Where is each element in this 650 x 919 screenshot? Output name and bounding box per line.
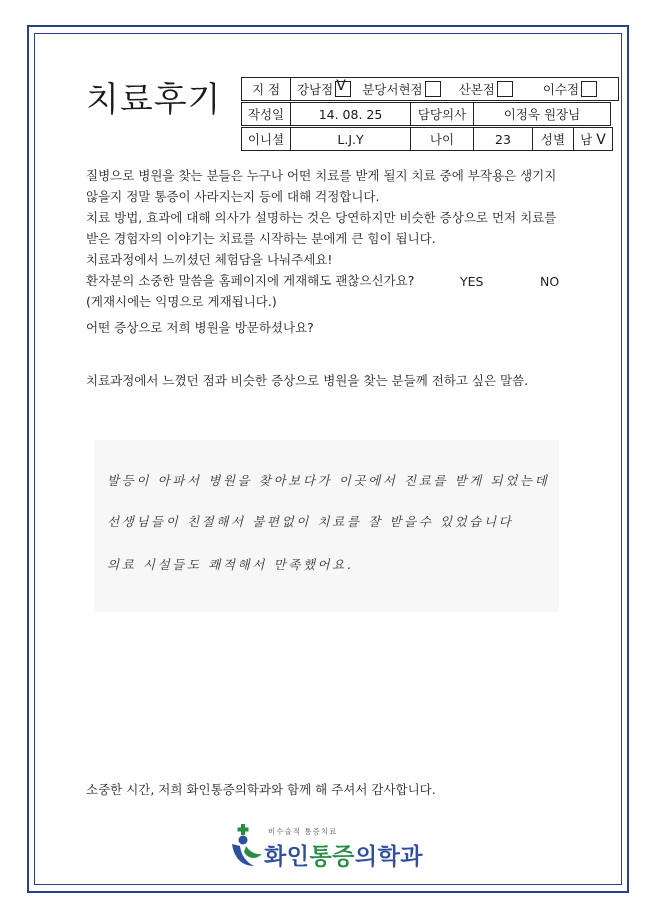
gender-field[interactable] <box>574 128 613 151</box>
handwritten-line: 의료 시설들도 쾌적해서 만족했어요. <box>107 557 354 572</box>
intro-line: 치료 방법, 효과에 대해 의사가 설명하는 것은 당연하지만 비슷한 증상으로 먼저 치료를 <box>86 210 557 225</box>
check-mark-icon: V <box>596 132 606 148</box>
initial-value: L.J.Y <box>291 128 411 151</box>
check-mark-icon: V <box>336 78 346 95</box>
date-value: 14. 08. 25 <box>291 103 411 126</box>
intro-line: 질병으로 병원을 찾는 분들은 누구나 어떤 치료를 받게 될지 치료 중에 부작용은 생기지 <box>86 168 557 183</box>
doctor-label: 담당의사 <box>411 103 474 126</box>
branch-gangnam-checkbox[interactable] <box>335 78 351 97</box>
consent-yes-option[interactable]: YES <box>460 274 484 289</box>
intro-paragraph <box>86 165 556 312</box>
patient-info-table-row2 <box>241 102 611 126</box>
branch-options <box>291 78 619 101</box>
age-value: 23 <box>474 128 533 151</box>
gender-label: 성별 <box>533 128 574 151</box>
branch-bundang: 분당서현점 <box>362 82 440 97</box>
branch-isu: 이수점 <box>543 82 597 97</box>
initial-label: 이니셜 <box>242 128 291 151</box>
logo-name-part2: 통증 <box>309 844 355 870</box>
branch-label: 지 점 <box>242 78 291 101</box>
intro-line: 치료과정에서 느끼셨던 체험담을 나눠주세요! <box>86 252 333 267</box>
logo-tagline: 비수술적 통증치료 <box>268 827 338 836</box>
date-label: 작성일 <box>242 103 291 126</box>
handwritten-line: 선생님들이 친절해서 불편없이 치료를 잘 받을수 있었습니다 <box>107 514 514 529</box>
branch-gangnam: 강남점 V <box>297 82 351 97</box>
page-title: 치료후기 <box>86 80 222 120</box>
question-message: 치료과정에서 느꼈던 점과 비슷한 증상으로 병원을 찾는 분들께 전하고 싶은 말씀. <box>86 373 529 388</box>
doctor-value: 이정욱 원장님 <box>474 103 611 126</box>
intro-line: 환자분의 소중한 말씀을 홈페이지에 게재해도 괜찮으신가요? <box>86 273 415 288</box>
branch-bundang-checkbox[interactable] <box>425 81 441 97</box>
branch-sanbon: 산본점 <box>459 82 513 97</box>
question-symptom: 어떤 증상으로 저희 병원을 방문하셨나요? <box>86 320 314 335</box>
intro-line: (게재시에는 익명으로 게재됩니다.) <box>86 294 277 309</box>
consent-no-option[interactable]: NO <box>540 274 560 289</box>
patient-info-table <box>241 77 619 101</box>
intro-line: 않을지 정말 통증이 사라지는지 등에 대해 걱정합니다. <box>86 189 380 204</box>
branch-isu-checkbox[interactable] <box>581 81 597 97</box>
logo-name-part3: 의학과 <box>354 844 424 870</box>
patient-info-table-row3 <box>241 127 613 151</box>
logo-name <box>264 838 423 871</box>
age-label: 나이 <box>411 128 474 151</box>
handwritten-line: 발등이 아파서 병원을 찾아보다가 이곳에서 진료를 받게 되었는데 <box>107 473 550 488</box>
closing-message: 소중한 시간, 저희 화인통증의학과와 함께 해 주셔서 감사합니다. <box>86 782 436 797</box>
intro-line: 받은 경험자의 이야기는 치료를 시작하는 분에게 큰 힘이 됩니다. <box>86 231 436 246</box>
branch-sanbon-checkbox[interactable] <box>497 81 513 97</box>
gender-value: 남 <box>580 132 593 147</box>
cross-icon <box>238 824 249 835</box>
logo-name-part1: 화인 <box>264 844 310 870</box>
person-icon <box>232 836 262 867</box>
